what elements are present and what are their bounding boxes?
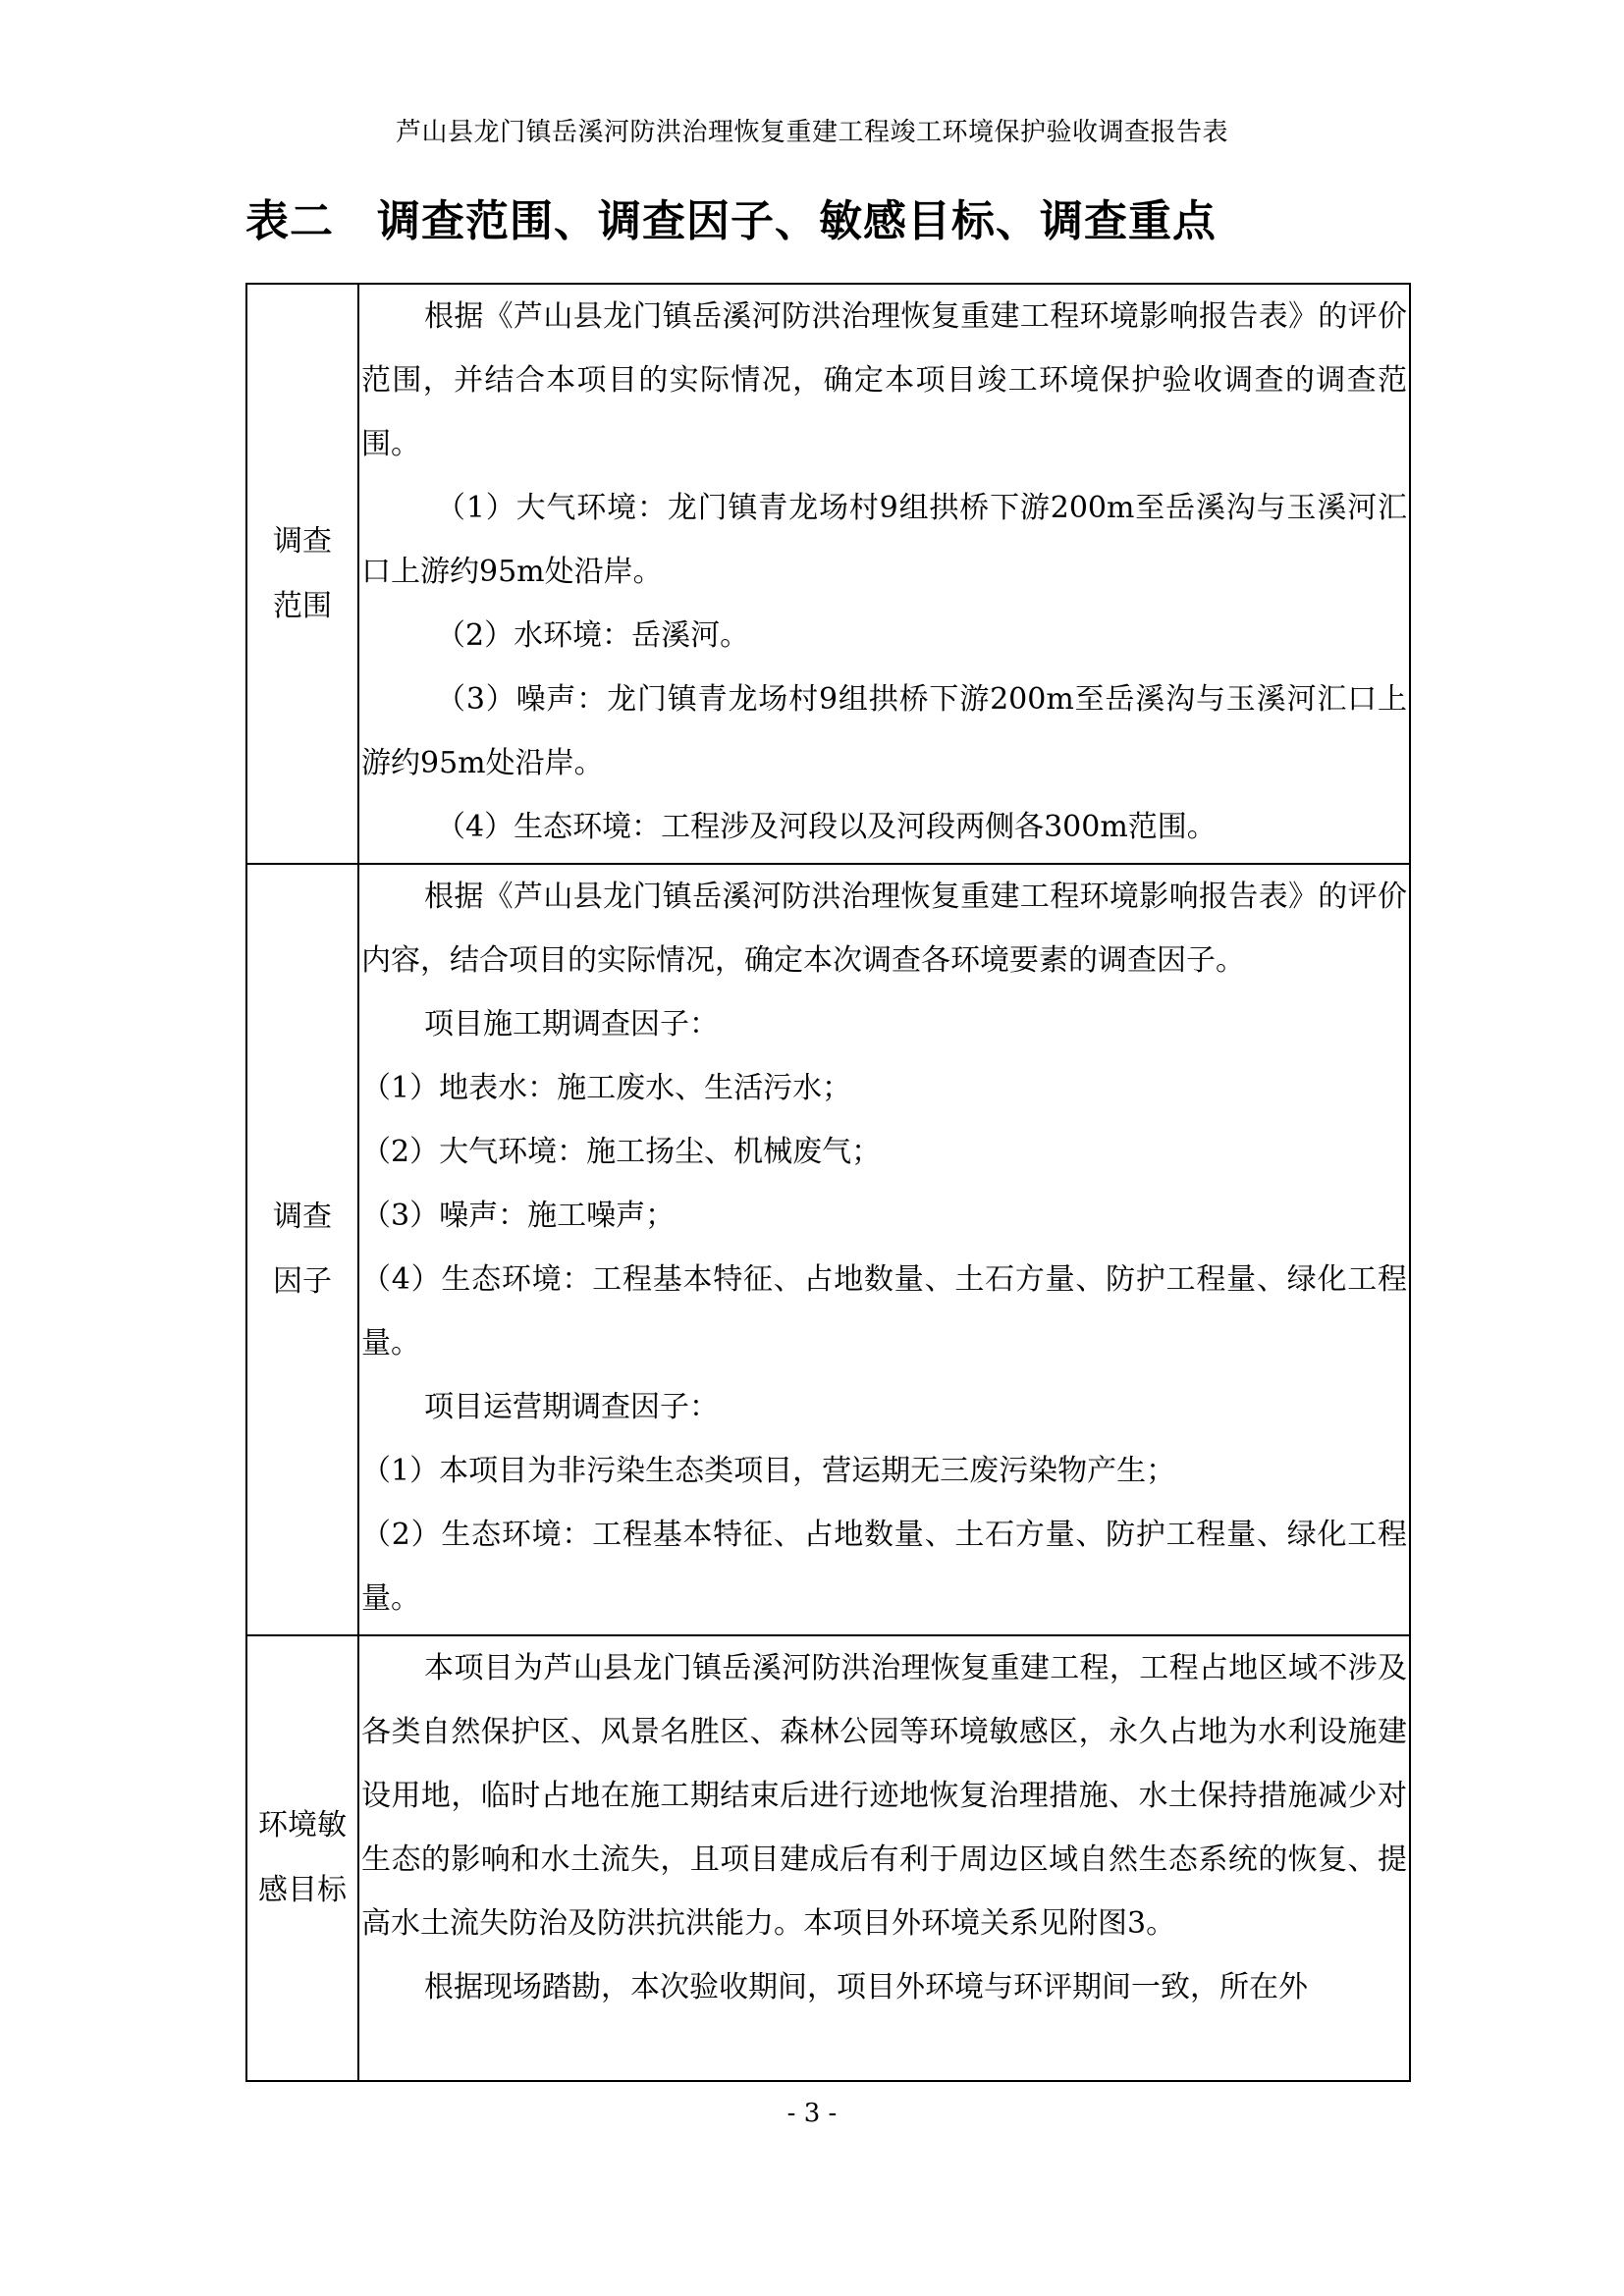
range-label-line2: 范围 (273, 588, 332, 623)
targets-paragraph-1: 本项目为芦山县龙门镇岳溪河防洪治理恢复重建工程，工程占地区域不涉及各类自然保护区、风景名胜区、森林公园等环境敏感区，永久占地为水利设施建设用地，临时占地在施工期结束后进行迹地恢复治理措施、水土保持措施减少对生态的影响和水土流失，且项目建成后有利于周边区域自然生态系统的恢复、提高水土流失防治及防洪抗洪能力。本项目外环境关系见附图3。 (361, 1651, 1407, 1941)
targets-label-line2: 感目标 (258, 1873, 347, 1907)
factors-label-line2: 因子 (273, 1264, 332, 1299)
range-item-3: （3）噪声：龙门镇青龙场村9组拱桥下游200m至岳溪沟与玉溪河汇口上游约95m处沿岸。 (361, 682, 1407, 780)
targets-label-cell (246, 1635, 358, 2081)
operation-item-1: （1）本项目为非污染生态类项目，营运期无三废污染物产生； (361, 1454, 1176, 1488)
operation-item-2: （2）生态环境：工程基本特征、占地数量、土石方量、防护工程量、绿化工程量。 (361, 1518, 1407, 1616)
operation-heading: 项目运营期调查因子： (424, 1390, 719, 1424)
construction-item-4: （4）生态环境：工程基本特征、占地数量、土石方量、防护工程量、绿化工程量。 (361, 1262, 1407, 1361)
range-label-cell (246, 284, 358, 864)
range-item-4: （4）生态环境：工程涉及河段以及河段两侧各300m范围。 (436, 810, 1217, 844)
construction-item-2: （2）大气环境：施工扬尘、机械废气； (361, 1135, 882, 1169)
range-item-2: （2）水环境：岳溪河。 (436, 618, 750, 653)
factors-content-cell (358, 864, 1410, 1635)
range-content-cell (358, 284, 1410, 864)
survey-table (245, 283, 1411, 2082)
section-heading: 调查范围、调查因子、敏感目标、调查重点 (377, 196, 1217, 246)
section-title (245, 194, 1217, 249)
section-number: 表二 (245, 196, 334, 246)
running-header: 芦山县龙门镇岳溪河防洪治理恢复重建工程竣工环境保护验收调查报告表 (395, 118, 1228, 147)
factors-label-cell (246, 864, 358, 1635)
table-row-factors (246, 864, 1410, 1635)
factors-label-line1: 调查 (273, 1200, 332, 1234)
construction-item-1: （1）地表水：施工废水、生活污水； (361, 1071, 852, 1105)
targets-paragraph-2: 根据现场踏勘，本次验收期间，项目外环境与环评期间一致，所在外 (424, 1970, 1308, 2004)
factors-intro: 根据《芦山县龙门镇岳溪河防洪治理恢复重建工程环境影响报告表》的评价内容，结合项目的实际情况，确定本次调查各环境要素的调查因子。 (361, 880, 1407, 978)
construction-heading: 项目施工期调查因子： (424, 1007, 719, 1041)
construction-item-3: （3）噪声：施工噪声； (361, 1199, 676, 1233)
targets-content-cell (358, 1635, 1410, 2081)
targets-label-line1: 环境敏 (258, 1808, 347, 1842)
range-item-1: （1）大气环境：龙门镇青龙场村9组拱桥下游200m至岳溪沟与玉溪河汇口上游约95m处沿岸。 (361, 491, 1407, 589)
page-number: - 3 - (786, 2099, 838, 2128)
table-row-targets (246, 1635, 1410, 2081)
table-row-range (246, 284, 1410, 864)
range-intro: 根据《芦山县龙门镇岳溪河防洪治理恢复重建工程环境影响报告表》的评价范围，并结合本项目的实际情况，确定本项目竣工环境保护验收调查的调查范围。 (361, 299, 1407, 461)
range-label-line1: 调查 (273, 523, 332, 559)
